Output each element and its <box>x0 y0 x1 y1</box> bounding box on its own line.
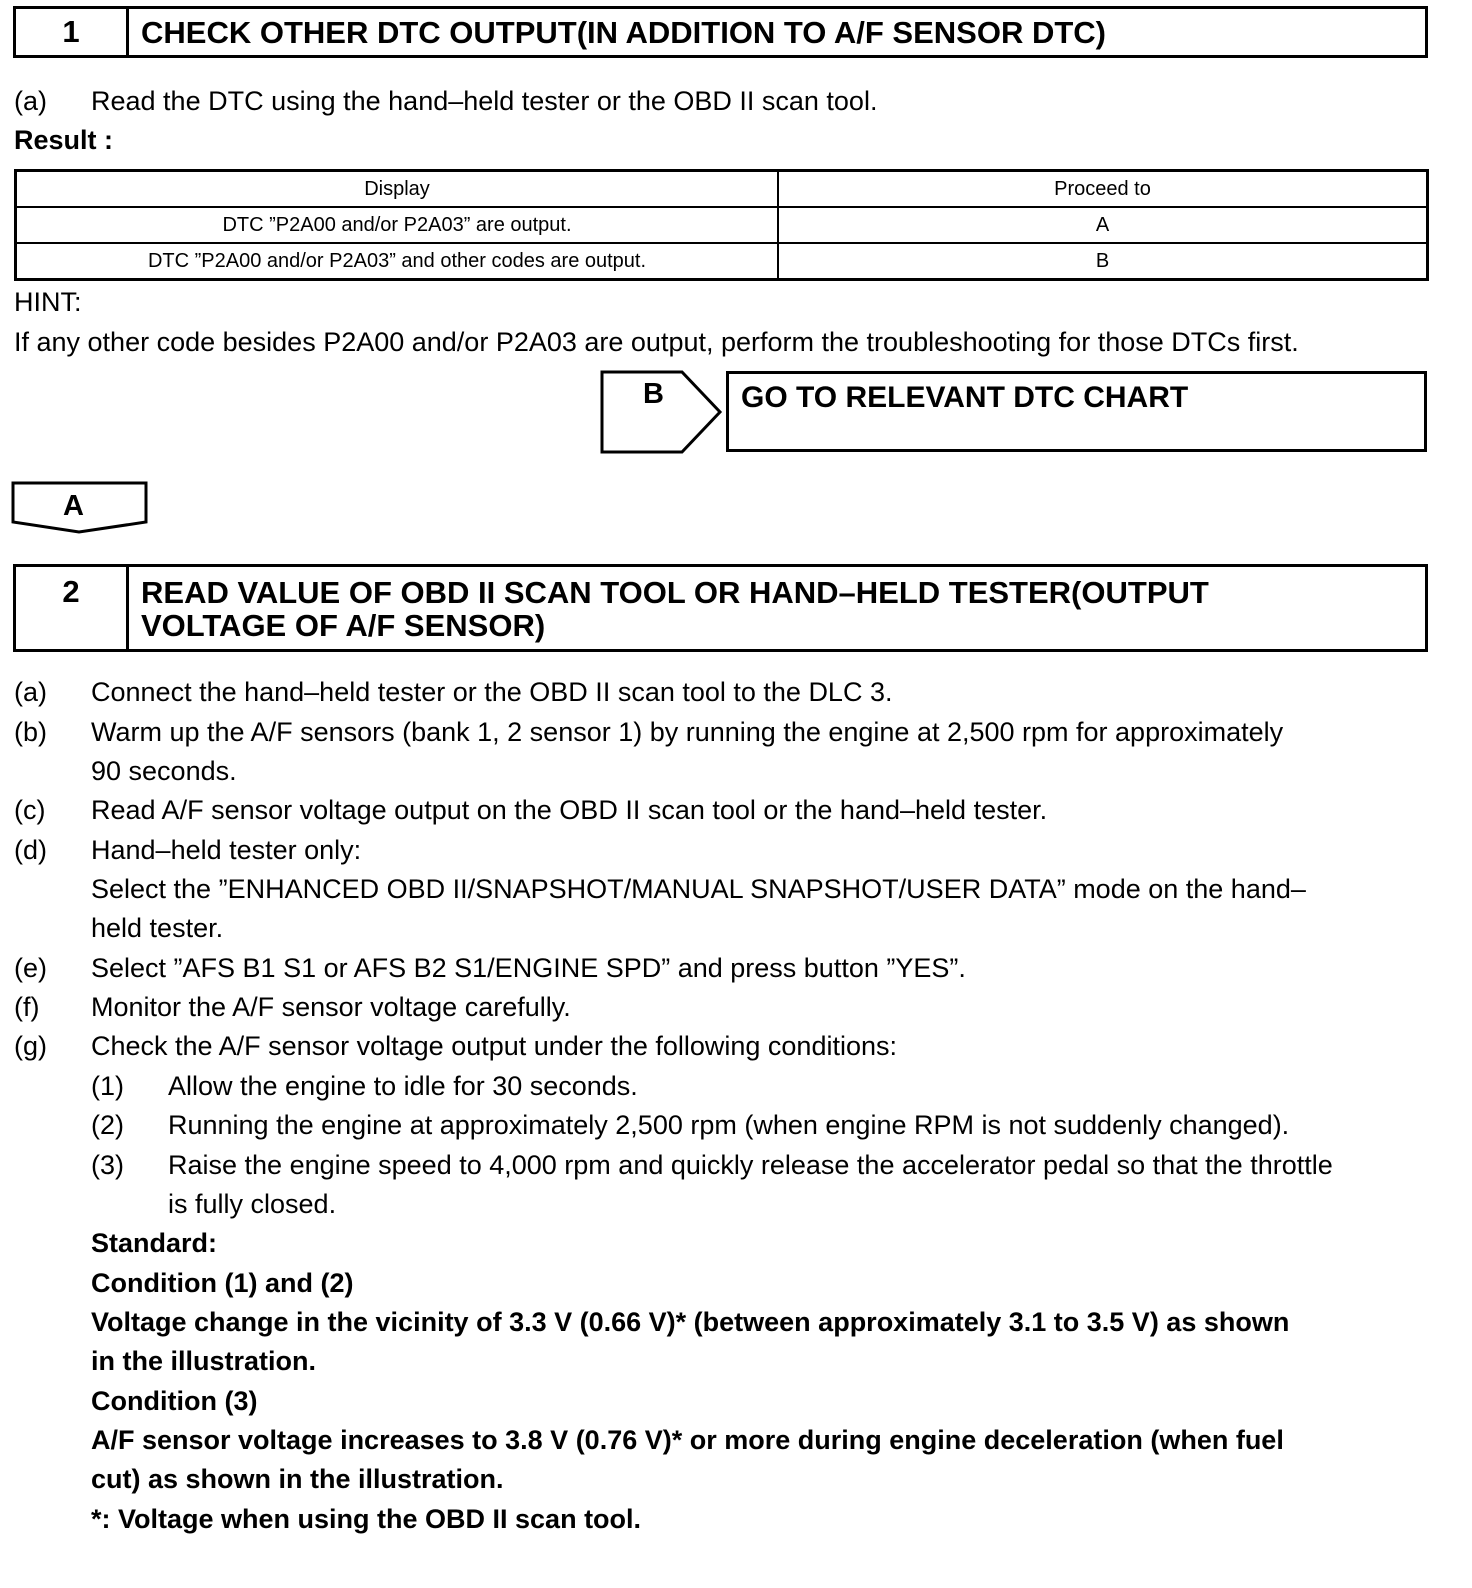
step2-item-d-text: Hand–held tester only: <box>91 835 362 865</box>
step1-number: 1 <box>16 9 129 55</box>
step2-item-f-text: Monitor the A/F sensor voltage carefully. <box>91 992 571 1022</box>
step2-item-a-label: (a) <box>14 677 47 707</box>
hint-label: HINT: <box>14 287 82 317</box>
step2-item-b-text: Warm up the A/F sensors (bank 1, 2 sensor 1) by running the engine at 2,500 rpm for approximately <box>91 717 1284 747</box>
branch-b-letter: B <box>643 378 664 410</box>
step2-item-e-text: Select ”AFS B1 S1 or AFS B2 S1/ENGINE SPD” and press button ”YES”. <box>91 953 966 983</box>
standard-footnote: *: Voltage when using the OBD II scan tool. <box>91 1504 642 1534</box>
table-header-display: Display <box>16 171 779 208</box>
table-cell: DTC ”P2A00 and/or P2A03” are output. <box>16 207 779 243</box>
table-row <box>16 243 1428 280</box>
step1-item-text: Read the DTC using the hand–held tester or the OBD II scan tool. <box>91 86 878 116</box>
step2-number: 2 <box>16 567 129 649</box>
table-cell: DTC ”P2A00 and/or P2A03” and other codes are output. <box>16 243 779 280</box>
standard-line: Voltage change in the vicinity of 3.3 V (0.66 V)* (between approximately 3.1 to 3.5 V) as shown <box>91 1307 1290 1337</box>
step2-item-g-label: (g) <box>14 1031 47 1061</box>
hint-text: If any other code besides P2A00 and/or P2A03 are output, perform the troubleshooting for those DTCs first. <box>14 327 1299 357</box>
table-header-proceed: Proceed to <box>778 171 1428 208</box>
branch-b-box <box>726 371 1427 452</box>
table-cell: B <box>778 243 1428 280</box>
step2-item-d-text: Select the ”ENHANCED OBD II/SNAPSHOT/MANUAL SNAPSHOT/USER DATA” mode on the hand– <box>91 874 1306 904</box>
step2-title-line2: VOLTAGE OF A/F SENSOR) <box>141 608 546 643</box>
step2-item-b-text: 90 seconds. <box>91 756 237 786</box>
step1-title: CHECK OTHER DTC OUTPUT(IN ADDITION TO A/F SENSOR DTC) <box>141 15 1106 50</box>
table-cell: A <box>778 207 1428 243</box>
step2-item-c-text: Read A/F sensor voltage output on the OBD II scan tool or the hand–held tester. <box>91 795 1048 825</box>
result-table <box>14 169 1429 281</box>
condition-1-label: (1) <box>91 1071 124 1101</box>
step2-title-line1: READ VALUE OF OBD II SCAN TOOL OR HAND–HELD TESTER(OUTPUT <box>141 575 1209 610</box>
step2-item-d-text: held tester. <box>91 913 224 943</box>
table-row <box>16 207 1428 243</box>
standard-line: Condition (3) <box>91 1386 258 1416</box>
step2-item-f-label: (f) <box>14 992 40 1022</box>
step1-header <box>13 6 1428 58</box>
step2-item-g-text: Check the A/F sensor voltage output under the following conditions: <box>91 1031 897 1061</box>
condition-3-text: is fully closed. <box>168 1189 337 1219</box>
result-label: Result : <box>14 125 114 155</box>
standard-label: Standard: <box>91 1228 218 1258</box>
condition-2-label: (2) <box>91 1110 124 1140</box>
standard-line: cut) as shown in the illustration. <box>91 1464 504 1494</box>
step2-item-a-text: Connect the hand–held tester or the OBD II scan tool to the DLC 3. <box>91 677 893 707</box>
standard-line: Condition (1) and (2) <box>91 1268 354 1298</box>
condition-2-text: Running the engine at approximately 2,500 rpm (when engine RPM is not suddenly changed). <box>168 1110 1290 1140</box>
table-header-row <box>16 171 1428 208</box>
step2-header <box>13 564 1428 652</box>
condition-1-text: Allow the engine to idle for 30 seconds. <box>168 1071 638 1101</box>
step2-item-e-label: (e) <box>14 953 47 983</box>
standard-line: A/F sensor voltage increases to 3.8 V (0.76 V)* or more during engine deceleration (when fuel <box>91 1425 1284 1455</box>
condition-3-text: Raise the engine speed to 4,000 rpm and quickly release the accelerator pedal so that the throttle <box>168 1150 1333 1180</box>
step1-item-label: (a) <box>14 86 47 116</box>
branch-b-text: GO TO RELEVANT DTC CHART <box>741 381 1189 414</box>
condition-3-label: (3) <box>91 1150 124 1180</box>
step2-item-d-label: (d) <box>14 835 47 865</box>
step2-item-c-label: (c) <box>14 795 46 825</box>
step2-item-b-label: (b) <box>14 717 47 747</box>
standard-line: in the illustration. <box>91 1346 317 1376</box>
branch-a-letter: A <box>63 490 84 522</box>
